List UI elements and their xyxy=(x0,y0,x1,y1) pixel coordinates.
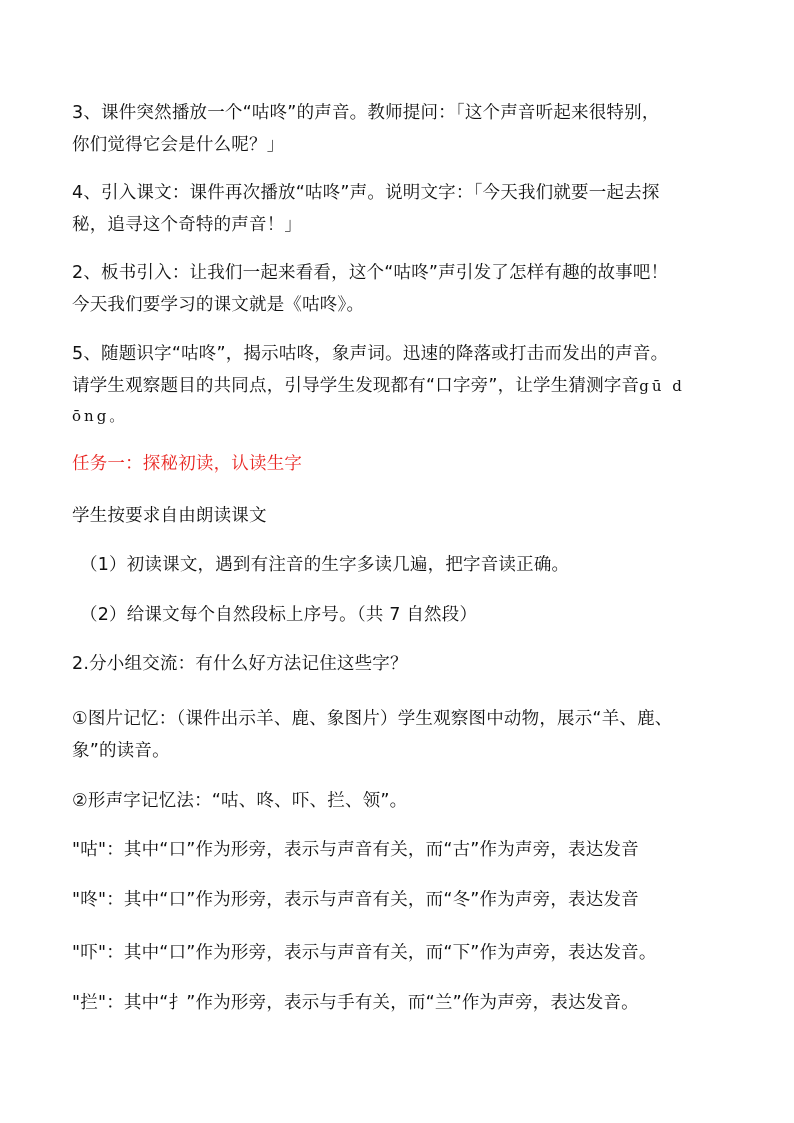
paragraph-5-line-2-text: 请学生观察题目的共同点，引导学生发现都有“口字旁”，让学生猜测字音 xyxy=(72,376,640,396)
paragraph-5-line-3: ōng。 xyxy=(72,407,128,425)
paragraph-2-line-1: 2、板书引入：让我们一起来看看，这个“咕咚”声引发了怎样有趣的故事吧！ xyxy=(72,263,669,283)
paragraph-char-gu: "咕"：其中“口”作为形旁，表示与声音有关，而“古”作为声旁，表达发音 xyxy=(72,840,639,860)
paragraph-5-line-2 xyxy=(72,374,685,398)
paragraph-4-line-1: 4、引入课文：课件再次播放“咕咚”声。说明文字：「今天我们就要一起去探 xyxy=(72,183,660,203)
pinyin-text: gū d xyxy=(639,377,685,395)
paragraph-char-dong: "咚"：其中“口”作为形旁，表示与声音有关，而“冬”作为声旁，表达发音 xyxy=(72,890,639,910)
paragraph-group-exchange: 2.分小组交流：有什么好方法记住这些字？ xyxy=(72,654,408,674)
paragraph-5-line-1: 5、随题识字“咕咚”，揭示咕咚，象声词。迅速的降落或打击而发出的声音。 xyxy=(72,344,669,364)
task-heading: 任务一：探秘初读，认读生字 xyxy=(72,454,303,474)
paragraph-3-line-1: 3、课件突然播放一个“咕咚”的声音。教师提问：「这个声音听起来很特别， xyxy=(72,103,660,123)
paragraph-3-line-2: 你们觉得它会是什么呢？」 xyxy=(72,135,285,155)
paragraph-picture-memory-line-1: ①图片记忆：（课件出示羊、鹿、象图片）学生观察图中动物，展示“羊、鹿、 xyxy=(72,709,673,729)
paragraph-step-2: （2）给课文每个自然段标上序号。（共 7 自然段） xyxy=(80,605,478,625)
paragraph-step-1: （1）初读课文，遇到有注音的生字多读几遍，把字音读正确。 xyxy=(80,555,570,575)
paragraph-free-reading: 学生按要求自由朗读课文 xyxy=(72,506,267,526)
paragraph-4-line-2: 秘，追寻这个奇特的声音！」 xyxy=(72,215,303,235)
paragraph-char-xia: "吓"：其中“口”作为形旁，表示与声音有关，而“下”作为声旁，表达发音。 xyxy=(72,943,657,963)
paragraph-picture-memory-line-2: 象”的读音。 xyxy=(72,741,170,761)
paragraph-2-line-2: 今天我们要学习的课文就是《咕咚》。 xyxy=(72,295,365,315)
paragraph-char-lan: "拦"：其中“扌”作为形旁，表示与手有关，而“兰”作为声旁，表达发音。 xyxy=(72,993,639,1013)
paragraph-phonetic-memory: ②形声字记忆法：“咕、咚、吓、拦、领”。 xyxy=(72,791,408,811)
